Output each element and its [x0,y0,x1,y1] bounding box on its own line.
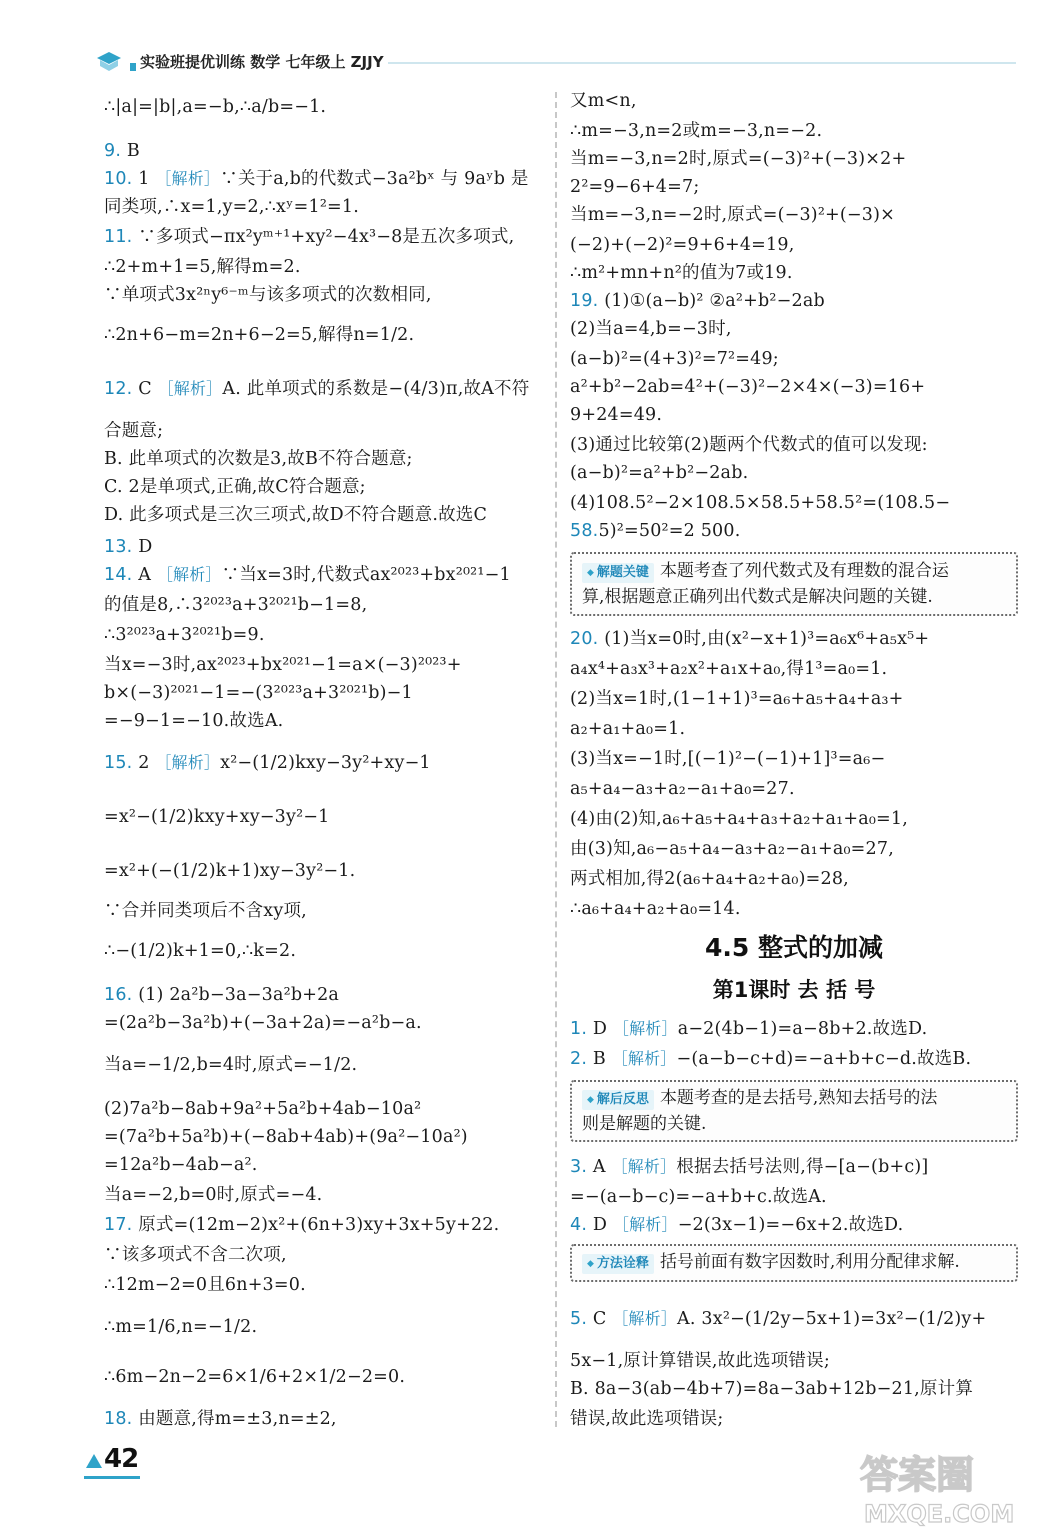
book-icon [96,50,122,72]
text-line: ∴m=−3,n=2或m=−3,n=−2. [570,121,823,141]
header-accent [130,63,136,71]
note-badge: ◆ 解后反思 [582,1090,654,1110]
lesson-answer-2: 2. B ［解析］−(a−b−c+d)=−a+b+c−d.故选B. [570,1049,972,1069]
text-line: a₄x⁴+a₃x³+a₂x²+a₁x+a₀,得1³=a₀=1. [570,659,888,679]
text-line: (4)由(2)知,a₆+a₅+a₄+a₃+a₂+a₁+a₀=1, [570,809,909,829]
text-line: B. 此单项式的次数是3,故B不符合题意; [104,449,413,469]
note-text: 本题考查了列代数式及有理数的混合运 [659,561,949,581]
lesson-answer-5: 5. C ［解析］A. 3x²−(1/2y−5x+1)=3x²−(1/2)y+ [570,1309,987,1329]
text-line: =−9−1=−10.故选A. [104,711,284,731]
text-line: ∴12m−2=0且6n+3=0. [104,1275,306,1295]
answer-10: 10. 1 ［解析］∵关于a,b的代数式−3a²bˣ 与 9aʸb 是 [104,169,529,189]
page-footer [84,1444,144,1484]
text-line: =−(a−b−c)=−a+b+c.故选A. [570,1187,827,1207]
text-line: 又m<n, [570,91,637,111]
note-text: 则是解题的关键. [582,1114,707,1134]
page-number: 42 [104,1444,139,1474]
text-line: ∵该多项式不含二次项, [104,1245,287,1265]
column-divider [555,92,557,1427]
text-line: ∵单项式3x²ⁿy⁶⁻ᵐ与该多项式的次数相同, [104,285,432,305]
header-rule [388,62,1016,64]
text-line: =x²−(1/2)kxy+xy−3y²−1 [104,807,330,827]
text-line: ∴6m−2n−2=6×1/6+2×1/2−2=0. [104,1367,406,1387]
lesson-answer-1: 1. D ［解析］a−2(4b−1)=a−8b+2.故选D. [570,1019,928,1039]
answer-11: 11. ∵多项式−πx²yᵐ⁺¹+xy²−4x³−8是五次多项式, [104,227,515,247]
text-line: 两式相加,得2(a₆+a₄+a₂+a₀)=28, [570,869,849,889]
text-line: (3)通过比较第(2)题两个代数式的值可以发现: [570,435,928,455]
text-line: ∴m=1/6,n=−1/2. [104,1317,258,1337]
text-line: 5x−1,原计算错误,故此选项错误; [570,1351,830,1371]
answer-15: 15. 2 ［解析］x²−(1/2)kxy−3y²+xy−1 [104,753,431,773]
text-line: 错误,故此选项错误; [570,1409,724,1429]
watermark-text: 答案圈 [860,1453,975,1497]
answer-13: 13. D [104,537,153,557]
text-line: a₅+a₄−a₃+a₂−a₁+a₀=27. [570,779,795,799]
text-line: =x²+(−(1/2)k+1)xy−3y²−1. [104,861,356,881]
lesson-answer-4: 4. D ［解析］−2(3x−1)=−6x+2.故选D. [570,1215,904,1235]
text-line: (3)当x=−1时,[(−1)²−(−1)+1]³=a₆− [570,749,886,769]
text-line: (2)7a²b−8ab+9a²+5a²b+4ab−10a² [104,1099,422,1119]
text-line: (a−b)²=(4+3)²=7²=49; [570,349,779,369]
text-line: 当m=−3,n=2时,原式=(−3)²+(−3)×2+ [570,149,907,169]
text-line: a²+b²−2ab=4²+(−3)²−2×4×(−3)=16+ [570,377,926,397]
text-line: 合题意; [104,421,164,441]
text-line: ∴3²⁰²³a+3²⁰²¹b=9. [104,625,265,645]
answer-19: 19. (1)①(a−b)² ②a²+b²−2ab [570,291,825,311]
answer-17: 17. 原式=(12m−2)x²+(6n+3)xy+3x+5y+22. [104,1215,500,1235]
text-line: (4)108.5²−2×108.5×58.5+58.5²=(108.5− [570,493,951,513]
arrow-up-icon [86,1454,102,1468]
answer-9: 9. B [104,141,140,161]
text-line: =(7a²b+5a²b)+(−8ab+4ab)+(9a²−10a²) [104,1127,468,1147]
text-line: 9+24=49. [570,405,663,425]
text-line: 当a=−1/2,b=4时,原式=−1/2. [104,1055,358,1075]
lesson-answer-3: 3. A ［解析］根据去括号法则,得−[a−(b+c)] [570,1157,929,1177]
text-line: (2)当x=1时,(1−1+1)³=a₆+a₅+a₄+a₃+ [570,689,904,709]
text-line: 当m=−3,n=−2时,原式=(−3)²+(−3)× [570,205,896,225]
answer-14: 14. A ［解析］∵当x=3时,代数式ax²⁰²³+bx²⁰²¹−1 [104,565,511,585]
answer-12: 12. C ［解析］A. 此单项式的系数是−(4/3)π,故A不符 [104,379,530,399]
header-title: 实验班提优训练 数学 七年级上 ZJJY [140,53,384,71]
text-line: b×(−3)²⁰²¹−1=−(3²⁰²³a+3²⁰²¹b)−1 [104,683,413,703]
watermark-logo [850,1440,1030,1530]
lesson-subtitle: 第1课时 去 括 号 [712,978,876,1002]
answer-20: 20. (1)当x=0时,由(x²−x+1)³=a₆x⁶+a₅x⁵+ [570,629,930,649]
page-header [0,0,1038,80]
answer-18: 18. 由题意,得m=±3,n=±2, [104,1409,337,1429]
text-line: =12a²b−4ab−a². [104,1155,258,1175]
text-line: ∴a₆+a₄+a₂+a₀=14. [570,899,741,919]
text-line: B. 8a−3(ab−4b+7)=8a−3ab+12b−21,原计算 [570,1379,974,1399]
text-line: ∴2n+6−m=2n+6−2=5,解得n=1/2. [104,325,415,345]
note-reflection [570,1080,1018,1142]
text-line: (2)当a=4,b=−3时, [570,319,732,339]
note-badge: ◆ 方法诠释 [582,1254,654,1274]
watermark-url: MXQE.COM [864,1500,1015,1528]
answer-16: 16. (1) 2a²b−3a−3a²b+2a [104,985,340,1005]
text-line: D. 此多项式是三次三项式,故D不符合题意.故选C [104,505,488,525]
note-text: 本题考查的是去括号,熟知去括号的法 [659,1088,938,1108]
text-line: C. 2是单项式,正确,故C符合题意; [104,477,366,497]
text-line: ∴m²+mn+n²的值为7或19. [570,263,793,283]
text-line: ∴2+m+1=5,解得m=2. [104,257,301,277]
text-line: (−2)+(−2)²=9+6+4=19, [570,235,795,255]
page-underline [84,1476,140,1479]
text-line: =(2a²b−3a²b)+(−3a+2a)=−a²b−a. [104,1013,422,1033]
text-line: ∵合并同类项后不含xy项, [104,901,307,921]
text-line: a₂+a₁+a₀=1. [570,719,686,739]
note-method [570,1244,1018,1282]
note-badge: ◆ 解题关键 [582,563,654,583]
note-text: 括号前面有数字因数时,利用分配律求解. [659,1252,960,1272]
text-line: 同类项,∴x=1,y=2,∴xʸ=1²=1. [104,197,360,217]
note-key-point [570,552,1018,616]
section-title: 4.5 整式的加减 [705,933,883,962]
text-line: ∴−(1/2)k+1=0,∴k=2. [104,941,297,961]
text-line: (a−b)²=a²+b²−2ab. [570,463,749,483]
note-text: 算,根据题意正确列出代数式是解决问题的关键. [582,587,933,607]
text-line: 当x=−3时,ax²⁰²³+bx²⁰²¹−1=a×(−3)²⁰²³+ [104,655,462,675]
text-line: ∴|a|=|b|,a=−b,∴a/b=−1. [104,97,327,117]
text-line: 的值是8,∴3²⁰²³a+3²⁰²¹b−1=8, [104,595,368,615]
text-line: 当a=−2,b=0时,原式=−4. [104,1185,323,1205]
text-line: 58.5)²=50²=2 500. [570,521,741,541]
text-line: 由(3)知,a₆−a₅+a₄−a₃+a₂−a₁+a₀=27, [570,839,894,859]
text-line: 2²=9−6+4=7; [570,177,700,197]
